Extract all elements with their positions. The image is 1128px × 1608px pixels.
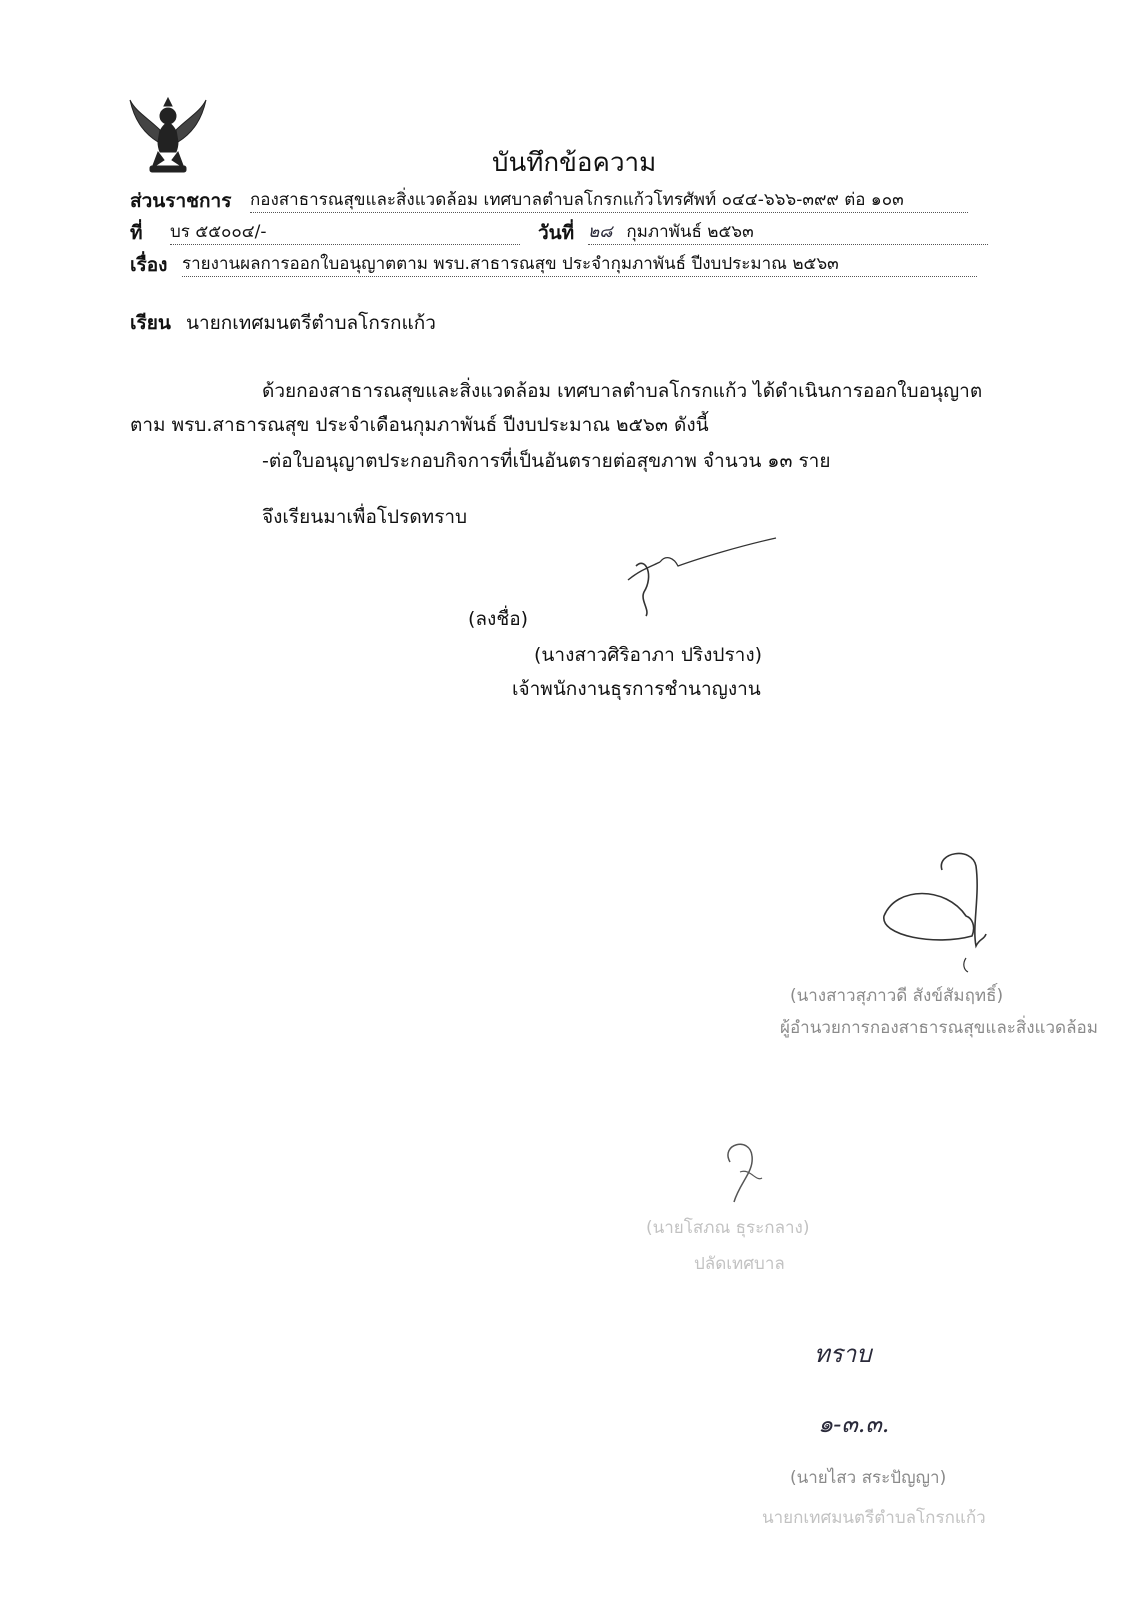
- endorsement-2-position: ปลัดเทศบาล: [694, 1254, 785, 1274]
- endorsement-1-position: ผู้อำนวยการกองสาธารณสุขและสิ่งแวดล้อม: [780, 1018, 1098, 1038]
- agency-label: ส่วนราชการ: [130, 190, 232, 212]
- date-month-year: กุมภาพันธ์ ๒๕๖๓: [626, 222, 754, 242]
- to-label: เรียน: [130, 312, 171, 334]
- sign-label: (ลงชื่อ): [468, 608, 529, 630]
- mayor-date-handwritten: ๑-๓.๓.: [818, 1410, 890, 1438]
- body-paragraph-line-2: ตาม พรบ.สาธารณสุข ประจำเดือนกุมภาพันธ์ ปีงบประมาณ ๒๕๖๓ ดังนี้: [130, 414, 709, 436]
- subject-label: เรื่อง: [130, 254, 168, 276]
- ref-value: บร ๕๕๐๐๔/-: [170, 218, 520, 245]
- mayor-position: นายกเทศมนตรีตำบลโกรกแก้ว: [762, 1508, 986, 1528]
- date-day-handwritten: ๒๘: [588, 222, 613, 242]
- memo-title: บันทึกข้อความ: [492, 148, 657, 178]
- endorsement-2-name: (นายโสภณ ธุระกลาง): [646, 1218, 810, 1238]
- body-paragraph-line-1: ด้วยกองสาธารณสุขและสิ่งแวดล้อม เทศบาลตำบลโกรกแก้ว ได้ดำเนินการออกใบอนุญาต: [262, 380, 983, 402]
- date-label: วันที่: [538, 222, 575, 244]
- subject-value: รายงานผลการออกใบอนุญาตตาม พรบ.สาธารณสุข ประจำกุมภาพันธ์ ปีงบประมาณ ๒๕๖๓: [182, 250, 977, 277]
- to-value: นายกเทศมนตรีตำบลโกรกแก้ว: [186, 312, 436, 334]
- municipal-clerk-signature: [700, 1132, 780, 1212]
- mayor-name: (นายไสว สระปัญญา): [790, 1468, 947, 1488]
- division-director-signature: [876, 846, 1016, 976]
- body-list-item: -ต่อใบอนุญาตประกอบกิจการที่เป็นอันตรายต่อสุขภาพ จำนวน ๑๓ ราย: [262, 450, 831, 472]
- signatory-position: เจ้าพนักงานธุรการชำนาญงาน: [512, 678, 761, 700]
- closing-line: จึงเรียนมาเพื่อโปรดทราบ: [262, 506, 468, 528]
- author-signature: [600, 536, 780, 616]
- garuda-emblem-icon: [128, 98, 208, 176]
- agency-value: กองสาธารณสุขและสิ่งแวดล้อม เทศบาลตำบลโกรกแก้วโทรศัพท์ ๐๔๔-๖๖๖-๓๙๙ ต่อ ๑๐๓: [250, 186, 968, 213]
- ref-label: ที่: [130, 222, 143, 244]
- endorsement-1-name: (นางสาวสุภาวดี สังข์สัมฤทธิ์): [790, 986, 1004, 1006]
- signatory-name: (นางสาวศิริอาภา ปริงปราง): [534, 644, 763, 666]
- date-field: [588, 218, 988, 245]
- mayor-note-handwritten: ทราบ: [814, 1340, 872, 1368]
